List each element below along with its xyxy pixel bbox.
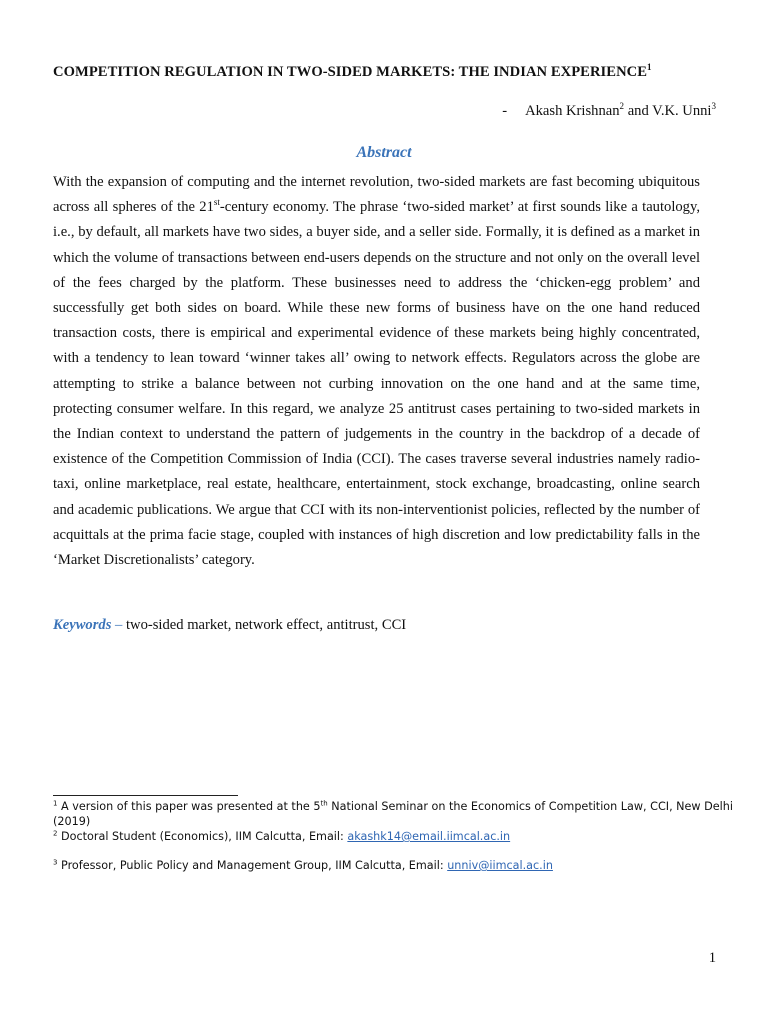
abstract-heading: Abstract [356, 144, 412, 161]
keywords-text: two-sided market, network effect, antitrust, CCI [125, 617, 407, 633]
keywords-dash: – [115, 617, 123, 633]
author-dash: - [502, 103, 508, 119]
author-1-name: Akash Krishnan [525, 103, 620, 119]
footnote-3 [53, 858, 733, 873]
keywords-line [53, 617, 406, 634]
footnote-2 [53, 829, 733, 844]
author-2-name: V.K. Unni [652, 103, 712, 119]
footnote-separator [53, 795, 238, 796]
ordinal-suffix: st [213, 197, 220, 208]
footnotes [53, 799, 733, 873]
title-text: COMPETITION REGULATION IN TWO-SIDED MARKETS: THE INDIAN EXPERIENCE [53, 64, 648, 80]
abstract-text-part-1: With the expansion of computing and the internet revolution, two-sided markets are fast becoming ubiquitous across all spheres of the 21 [53, 174, 700, 216]
page-number: 1 [708, 950, 716, 966]
author-line [502, 103, 716, 120]
author-conjunction: and [627, 103, 649, 119]
footnote-3-email-link[interactable]: unniv@iimcal.ac.in [447, 859, 553, 872]
abstract-text-part-2: -century economy. The phrase ‘two-sided market’ at first sounds like a tautology, i.e., by default, all markets have two sides, a buyer side, and a seller side. Formally, it is defined as a market in which the volume of transactions between end-users depends on the structure and not only on the overall level of the fees charged by the platform. These businesses need to address the ‘chicken-egg problem’ and successfully get both sides on board. While these new forms of business have on the one hand reduced transaction costs, there is empirical and experimental evidence of these markets being highly concentrated, with a tendency to lean toward ‘winner takes all’ owing to network effects. Regulators across the globe are attempting to strike a balance between not curbing innovation on the one hand and at the same time, protecting consumer welfare. In this regard, we analyze 25 antitrust cases pertaining to two-sided markets in the Indian context to understand the pattern of judgements in the country in the backdrop of a decade of existence of the Competition Commission of India (CCI). The cases traverse several industries namely radio-taxi, online marketplace, real estate, healthcare, entertainment, stock exchange, broadcasting, online search and academic publications. We argue that CCI with its non-interventionist policies, reflected by the number of acquittals at the prima facie stage, coupled with instances of high discretion and low predictability falls in the ‘Market Discretionalists’ category. [53, 199, 700, 569]
footnote-2-email-link[interactable]: akashk14@email.iimcal.ac.in [347, 830, 511, 843]
footnote-2-mark: 2 [53, 829, 58, 838]
footnote-1-ordinal: th [320, 799, 328, 808]
author-2-footnote-mark: 3 [711, 101, 716, 112]
footnote-1 [53, 799, 733, 829]
keywords-label: Keywords [53, 617, 112, 633]
title-footnote-mark: 1 [647, 62, 652, 73]
abstract-body [53, 170, 700, 573]
footnote-1-mark: 1 [53, 799, 58, 808]
footnote-2-text: Doctoral Student (Economics), IIM Calcutta, Email: [61, 830, 344, 843]
author-1-footnote-mark: 2 [619, 101, 625, 112]
footnote-1-text-b: National Seminar on the Economics of Competition Law, CCI, New Delhi (2019) [53, 800, 733, 828]
paper-title [53, 64, 733, 81]
footnote-3-text: Professor, Public Policy and Management Group, IIM Calcutta, Email: [61, 859, 444, 872]
footnote-1-text-a: A version of this paper was presented at the 5 [61, 800, 321, 813]
footnote-3-mark: 3 [53, 858, 58, 867]
